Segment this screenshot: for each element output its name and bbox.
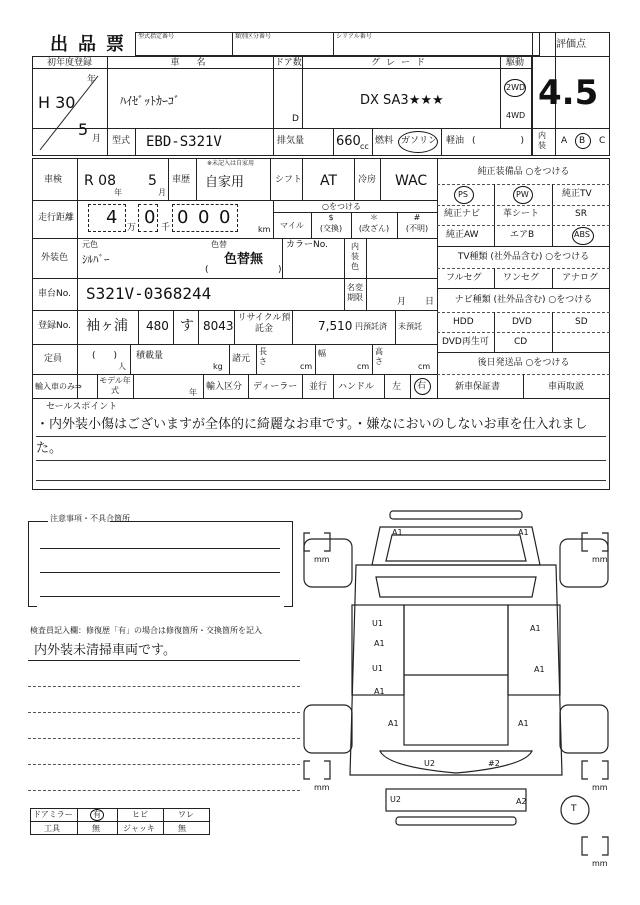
diagram-mm-spare: mm [592,859,608,868]
inspector-label: 検査員記入欄：修復歴「有」の場合は修復箇所・交換箇所を記入 [30,626,262,635]
plate-class-no: 480 [146,319,169,333]
diagram-a1-left-2: A1 [374,687,385,696]
attention-label: 注意事項・不具合箇所 [50,514,130,523]
bracket-rf-left [582,533,588,551]
equip-warranty: 新車保証書 [455,382,501,392]
length-cm: cm [300,362,313,371]
chassis-label: 車台No. [38,289,71,299]
equip-sd: SD [575,317,588,327]
interior-color-label: 内装色 [351,242,359,271]
diagram-u2-rear: U2 [390,795,401,804]
equip-dvd: DVD [512,317,532,327]
color-original-label: 元色 [82,240,98,249]
width-label: 幅 [318,349,326,358]
equip-aw: 純正AW [446,230,479,240]
history-label: 車歴 [172,175,191,185]
recycle-status: 円預託済 [355,322,387,331]
capacity-label: 定員 [44,354,63,364]
interior-a: A [561,136,568,146]
handle-left: 左 [392,382,402,392]
class-label: 類別区分番号 [235,33,272,40]
sales-line-2: た。 [36,441,63,456]
diagram-a1-right: A1 [530,624,541,633]
capacity-persons-unit: 人 [118,362,126,371]
diagram-a1-rear-right: A1 [518,719,529,728]
equip-later-label: 後日発送品 ○をつける [477,358,570,368]
shift-value: AT [320,173,338,189]
ac-value: WAC [395,173,428,189]
interior-c: C [599,136,606,146]
right-rear-fender [560,705,608,753]
load-label: 積載量 [136,351,164,361]
import-parallel: 並行 [309,382,328,392]
length-label: 長さ [259,347,267,366]
model-spec-label: 型式指定番号 [138,33,175,40]
bracket-spare-right [602,837,608,855]
recycle-amount: 7,510 [318,319,353,333]
first-reg-era-year: H 30 [38,93,76,112]
chassis-number: S321V-0368244 [86,284,212,303]
height-cm: cm [418,362,431,371]
diagram-mm-rr: mm [592,783,608,792]
first-reg-label: 初年度登録 [46,58,92,68]
equip-abs: ABS [574,230,590,239]
load-unit: kg [213,362,223,371]
rear-step [396,817,516,825]
recycle-unpaid: 未預託 [398,322,422,331]
bracket-rr-right [602,761,608,779]
first-reg-year-unit: 年 [87,75,97,85]
fuel-gasoline: ガソリン [401,136,438,146]
equip-navi-type-label: ナビ種類 (社外品含む) ○をつける [454,295,593,305]
mileage-unknown-sym: # [413,213,421,222]
rear-window [380,751,532,773]
capacity-persons: ( ) [92,351,118,361]
model-year-unit: 年 [189,388,197,397]
interior-label: 内装 [538,131,546,150]
equip-fullseg: フルセグ [446,273,482,283]
shaken-era: R 08 [84,173,116,189]
type-label: 型式 [112,136,131,146]
color-repaint-label: 色替 [211,240,227,249]
sheet-title: 出品票 [50,34,134,55]
drive-2wd: 2WD [506,83,526,92]
handle-right: 右 [417,381,427,391]
width-cm: cm [357,362,370,371]
first-reg-month-unit: 月 [92,134,102,144]
mini-door-mirror: ドアミラー [33,810,73,819]
first-reg-month: 5 [78,120,89,139]
mini-crack: ワレ [178,810,194,819]
plate-number: 8043 [203,319,234,333]
diagram-hash2: #2 [488,759,500,768]
diagram-mm-rf: mm [592,555,608,564]
drive-4wd: 4WD [506,111,526,120]
mileage-d3: 0 [177,207,189,228]
serial-label: シリアル番号 [336,33,372,40]
shaken-year-unit: 年 [114,188,122,197]
handle-label: ハンドル [338,382,375,392]
import-only: 輸入車のみ⇒ [35,382,82,391]
score-value: 4.5 [538,73,599,113]
equip-ps: PS [458,190,468,199]
front-bumper [390,511,522,519]
grade-label: グレード [370,58,431,68]
mileage-d1: 4 [106,207,118,228]
bracket-lr-right [324,761,330,779]
color-paren-open: ( [205,265,209,275]
mini-tools-value: 無 [92,824,100,833]
displacement-unit: cc [360,142,369,151]
score-label: 評価点 [556,39,586,50]
import-dealer: ディーラー [253,382,298,392]
plate-label: 登録No. [38,321,71,331]
plate-region: 袖ヶ浦 [86,318,128,334]
rear-bumper [386,789,526,811]
plate-kana: す [180,318,194,334]
displacement: 660 [336,134,361,149]
equip-tv-type-label: TV種類 (社外品含む) ○をつける [457,252,590,262]
grade: DX SA3★★★ [360,93,444,108]
bracket-spare-left [582,837,588,855]
mileage-unit-mile: マイル [280,221,304,230]
mileage-label: 走行距離 [38,213,75,223]
history-note: ※未記入は自家用 [207,160,255,167]
mileage-d2: 0 [144,207,156,228]
mini-jack: ジャッキ [123,824,155,833]
diagram-a1-rear-left: A1 [388,719,399,728]
fuel-diesel: 軽油 [446,136,465,146]
shaken-month: 5 [148,173,157,189]
equip-navi: 純正ナビ [444,209,481,219]
name-change-label: 名変期限 [347,283,363,302]
model-code: EBD-S321V [146,134,222,150]
windshield [376,577,536,597]
mileage-man: 万 [127,223,137,233]
bracket-lr-left [304,761,310,779]
shaken-month-unit: 月 [158,188,166,197]
doors-suffix: D [292,114,299,124]
name-change-month-unit: 月 [397,297,407,307]
mileage-d5: 0 [219,207,231,228]
left-rear-fender [304,705,352,753]
bracket-lf-left [304,533,310,551]
equip-manual: 車両取説 [548,382,585,392]
equip-tv: 純正TV [562,189,592,199]
equip-airbag: エアB [510,230,535,240]
inspector-text: 内外装未清掃車両です。 [34,643,176,658]
equip-hdd: HDD [453,317,474,327]
mileage-tsukeru: ○をつける [322,202,361,211]
mileage-tamper-sym: ＊ [370,213,378,222]
diagram-a1-right-2: A1 [534,665,545,674]
color-original: ｼﾙﾊﾞｰ [82,253,110,266]
mileage-tamper: (改ざん) [358,224,390,233]
equip-dvd-play: DVD再生可 [442,337,489,347]
mileage-km: km [258,225,271,234]
attention-bracket-left [28,521,37,607]
fuel-label: 燃料 [375,136,394,146]
drive-label: 駆動 [506,58,525,68]
recycle-label: リサイクル預託金 [237,313,291,334]
diagram-a2-rear: A2 [516,797,527,806]
right-door [508,605,560,695]
equip-analog: アナログ [562,273,599,283]
car-damage-diagram [300,505,630,865]
hood [386,535,526,561]
car-name-label: 車 名 [170,58,210,68]
sales-line-1: ・内外装小傷はございますが全体的に綺麗なお車です。・嫌なにおいのしないお車を仕入れまし [36,417,588,432]
equip-pw: PW [516,190,529,199]
dims-label: 諸元 [232,354,251,364]
equip-sr: SR [575,209,587,219]
car-name: ﾊｲｾﾞｯﾄｶｰｺﾞ [120,94,181,108]
mileage-sen: 千 [161,223,171,233]
mileage-d4: 0 [198,207,210,228]
diagram-u1-left: U1 [372,619,383,628]
mileage-exchange-sym: $ [328,213,334,222]
color-paren-close: ) [278,265,282,275]
attention-bracket-right [284,521,293,607]
ac-label: 冷房 [358,175,377,185]
mini-tools: 工具 [44,824,60,833]
shift-label: シフト [275,175,303,185]
interior-b: B [579,136,586,146]
diagram-tire-label: T [571,804,577,814]
sales-label: セールスポイント [46,402,118,412]
import-class-label: 輸入区分 [206,382,243,392]
bracket-rf-right [602,533,608,551]
color-label: 外装色 [41,253,69,263]
mini-mirror-value: 有 [93,810,101,819]
bracket-rr-left [582,761,588,779]
height-label: 高さ [375,347,383,366]
diagram-a1-front-left: A1 [392,528,403,537]
name-change-day-unit: 日 [425,297,435,307]
diagram-mm-lr: mm [314,783,330,792]
equip-cd: CD [514,337,528,347]
mini-jack-value: 無 [178,824,186,833]
diagram-u2-top: U2 [424,759,435,768]
fuel-other: ( ) [472,136,525,146]
color-repaint: 色替無 [224,252,264,267]
shaken-label: 車検 [44,175,63,185]
mileage-unknown: (不明) [405,224,429,233]
mileage-exchange: (交換) [319,224,343,233]
diagram-mm-lf: mm [314,555,330,564]
model-year-label: モデル年式 [99,376,131,395]
diagram-u1-left-2: U1 [372,664,383,673]
history-value: 自家用 [205,175,245,190]
color-no-label: カラーNo. [286,240,328,250]
equip-leather: 革シート [503,209,540,219]
bracket-lf-right [324,533,330,551]
mini-chip: ヒビ [132,810,148,819]
doors-label: ドア数 [275,58,302,68]
equip-genuine-label: 純正装備品 ○をつける [477,167,570,177]
diagram-a1-left: A1 [374,639,385,648]
displacement-label: 排気量 [277,136,305,146]
equip-oneseg: ワンセグ [503,273,540,283]
diagram-a1-front-right: A1 [518,528,529,537]
